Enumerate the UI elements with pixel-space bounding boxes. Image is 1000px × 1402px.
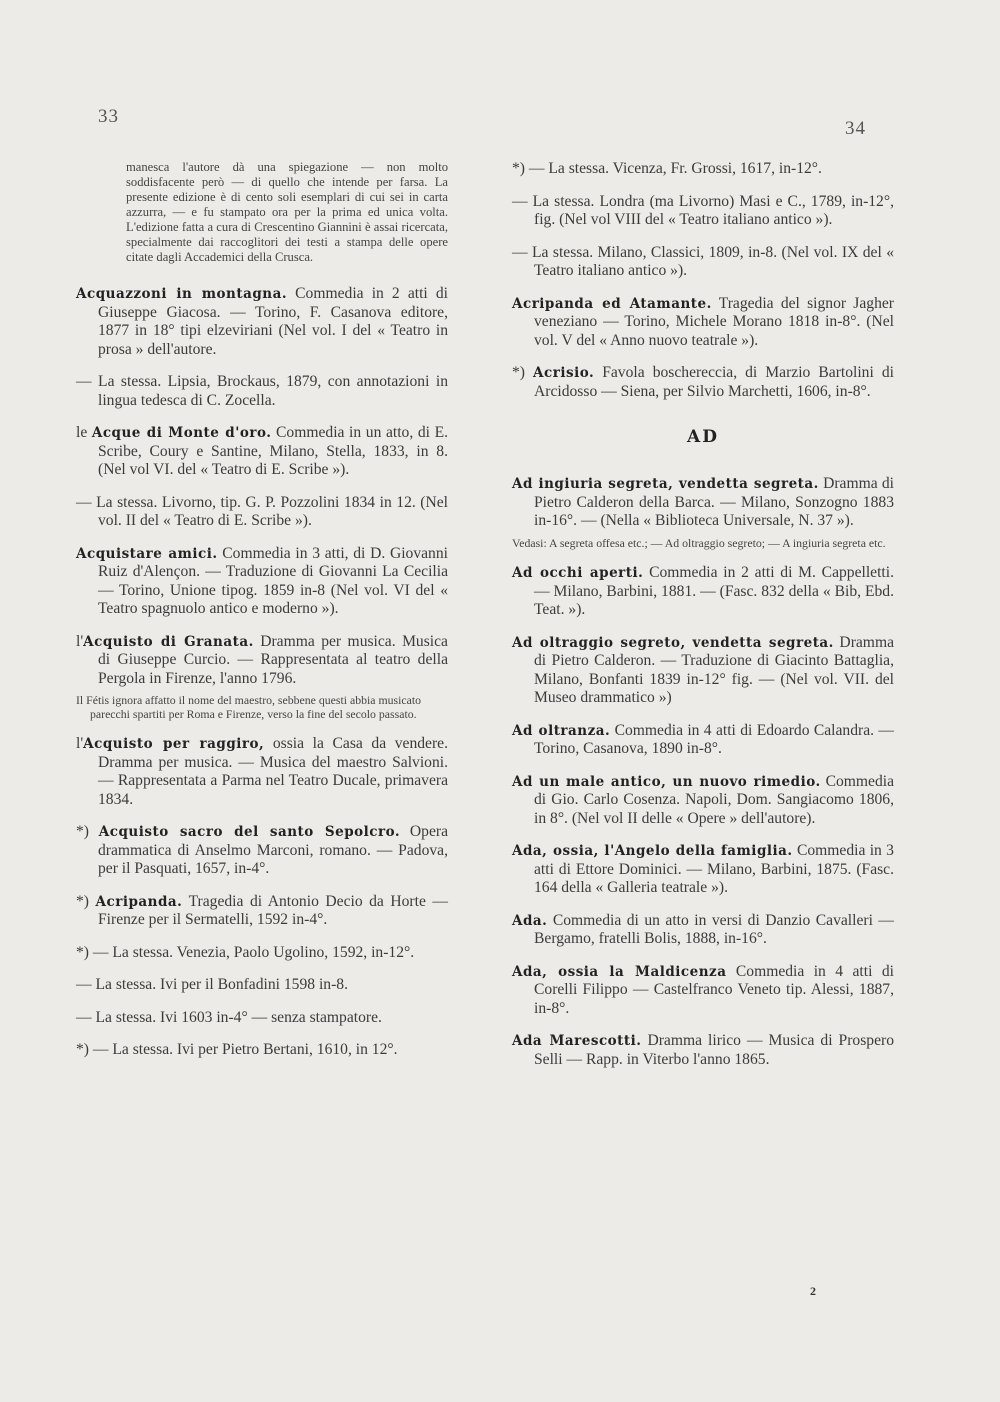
entry-prefix: *) — (512, 160, 549, 177)
bibliography-entry (76, 373, 448, 410)
bibliography-entry (76, 424, 448, 480)
entry-text: La stessa. Livorno, tip. G. P. Pozzolini 1834 in 12. (Nel vol. II del « Teatro di E. Scribe »). (96, 493, 448, 529)
bibliography-entry (76, 735, 448, 809)
section-heading: AD (687, 427, 719, 447)
entry-headword: Ad ingiuria segreta, vendetta segreta. (512, 476, 819, 492)
entry-headword: Ada Marescotti. (512, 1033, 642, 1049)
bibliography-entry (512, 295, 894, 351)
right-column (512, 160, 894, 1083)
bibliography-entry (76, 1041, 448, 1060)
entry-text: Commedia in 4 atti di Corelli Filippo — Castelfranco Veneto tip. Alessi, 1887, in-8°. (534, 962, 894, 1017)
left-entries-continued (76, 735, 448, 1060)
entry-text: La stessa. Ivi per Pietro Bertani, 1610, in 12°. (112, 1041, 398, 1058)
left-entries (76, 285, 448, 688)
entry-headword: Acquazzoni in montagna. (76, 286, 288, 302)
entry-headword: Acquisto sacro del santo Sepolcro. (98, 824, 401, 840)
entry-text: Favola boschereccia, di Marzio Bartolini di Arcidosso — Siena, per Silvio Marchetti, 1606, in-8°. (534, 364, 894, 400)
entry-prefix: — (76, 976, 96, 993)
entry-headword: Acripanda ed Atamante. (512, 295, 712, 312)
bibliography-entry (512, 773, 894, 829)
left-column (76, 160, 448, 1074)
entry-headword: Acripanda. (95, 893, 183, 910)
entry-prefix: — (76, 1008, 96, 1026)
entry-headword: Ada, ossia la Maldicenza (512, 963, 727, 980)
signature-mark: 2 (810, 1284, 816, 1298)
entry-text: Dramma per musica. Musica di Giuseppe Curcio. — Rappresentata al teatro della Pergola in Firenze, l'anno 1796. (98, 632, 448, 687)
bibliography-entry (76, 545, 448, 619)
entry-text: La stessa. Ivi per il Bonfadini 1598 in-8. (95, 976, 348, 993)
entry-headword: Acquistare amici. (76, 545, 218, 562)
entry-text: La stessa. Londra (ma Livorno) Masi e C., 1789, in-12°, fig. (Nel vol VIII del « Teatro italiano antico »). (532, 192, 894, 228)
bibliography-entry (512, 634, 894, 708)
entry-prefix: l' (76, 632, 84, 650)
bibliography-entry (512, 475, 894, 531)
entry-headword: Ad un male antico, un nuovo rimedio. (512, 773, 821, 790)
right-entries-ad (512, 475, 894, 531)
entry-headword: Ad occhi aperti. (512, 565, 644, 581)
entry-prefix: — (76, 373, 99, 390)
bibliography-entry (512, 722, 894, 759)
entry-prefix: l' (76, 735, 84, 752)
bibliography-entry (76, 285, 448, 359)
entry-text: Dramma di Pietro Calderon della Barca. — Milano, Sonzogno 1883 in-16°. — (Nella « Biblioteca Universale, N. 37 »). (534, 475, 894, 529)
bibliography-entry (512, 1032, 894, 1069)
entry-prefix: *) (76, 892, 96, 910)
footnote-left: Il Fétis ignora affatto il nome del maestro, sebbene questi abbia musicato parecchi spartiti per Roma e Firenze, verso la fine del secolo passato. (76, 693, 422, 721)
bibliography-entry (512, 364, 894, 401)
bibliography-entry (512, 193, 894, 230)
bibliography-entry (512, 842, 894, 898)
entry-prefix: — (512, 243, 533, 261)
entry-text: Commedia in 2 atti di M. Cappelletti. — Milano, Barbini, 1881. — (Fasc. 832 della « Bib, Ebd. Teat. »). (534, 564, 894, 618)
entry-headword: Acquisto per raggiro, (83, 736, 265, 752)
bibliography-entry (512, 912, 894, 949)
entry-headword: Acrisio. (533, 365, 595, 381)
entry-text: Commedia in 2 atti di Giuseppe Giacosa. — Torino, F. Casanova editore, 1877 in 18° tipi elzeviriani (Nel vol. I del « Teatro in prosa » dell'autore. (98, 285, 449, 358)
entry-text: La stessa. Milano, Classici, 1809, in-8. (Nel vol. IX del « Teatro italiano antico »). (532, 243, 894, 279)
right-entries (512, 160, 894, 401)
entry-text: Dramma di Pietro Calderon. — Traduzione di Giacinto Battaglia, Milano, Bonfanti 1839 in-12° fig. — (Nel vol. VII. del Museo drammatico ») (534, 633, 894, 706)
bibliography-entry (512, 963, 894, 1019)
page-number-left: 33 (98, 106, 119, 127)
entry-text: Commedia di un atto in versi di Danzio Cavalleri — Bergamo, fratelli Bolis, 1888, in-16°. (534, 911, 894, 947)
entry-text: Commedia in un atto, di E. Scribe, Coury e Santine, Milano, Stella, 1833, in 8. (Nel vol VI. del « Teatro di E. Scribe »). (98, 424, 448, 478)
entry-headword: Ada, ossia, l'Angelo della famiglia. (512, 843, 793, 859)
entry-prefix: *) (76, 823, 99, 840)
entry-prefix: — (512, 192, 533, 210)
footnote-right: Vedasi: A segreta offesa etc.; — Ad oltraggio segreto; — A ingiuria segreta etc. (512, 535, 886, 550)
entry-headword: Acquisto di Granata. (83, 633, 254, 650)
entry-text: La stessa. Venezia, Paolo Ugolino, 1592, in-12°. (112, 943, 415, 961)
page-number-right: 34 (845, 118, 866, 139)
entry-prefix: le (76, 424, 92, 441)
entry-prefix: — (76, 493, 97, 511)
entry-headword: Acque di Monte d'oro. (91, 425, 272, 441)
entry-text: Commedia in 4 atti di Edoardo Calandra. — Torino, Casanova, 1890 in-8°. (534, 721, 894, 757)
bibliography-entry (76, 1009, 448, 1028)
bibliography-entry (512, 160, 894, 179)
entry-prefix: *) — (76, 943, 113, 961)
bibliography-entry (512, 244, 894, 281)
entry-headword: Ada. (512, 912, 548, 929)
entry-headword: Ad oltranza. (512, 722, 611, 739)
bibliography-entry (76, 944, 448, 963)
entry-prefix: *) — (76, 1041, 113, 1058)
entry-text: Tragedia del signor Jagher veneziano — Torino, Michele Morano 1818 in-8°. (Nel vol. V del « Anno nuovo teatrale »). (534, 294, 894, 349)
entry-text: Opera drammatica di Anselmo Marconi, romano. — Padova, per il Pasquati, 1657, in-4°. (98, 823, 448, 877)
entry-text: ossia la Casa da vendere. Dramma per musica. — Musica del maestro Salvioni. — Rappresentata a Parma nel Teatro Ducale, primavera 1834. (98, 735, 448, 808)
entry-text: Commedia in 3 atti di Ettore Dominici. — Milano, Barbini, 1875. (Fasc. 164 della « Galleria teatrale »). (534, 842, 894, 896)
entry-text: Tragedia di Antonio Decio da Horte — Firenze per il Sermatelli, 1592 in-4°. (98, 892, 448, 928)
bibliography-entry (512, 564, 894, 620)
entry-text: Commedia di Gio. Carlo Cosenza. Napoli, Dom. Sangiacomo 1806, in 8°. (Nel vol II delle « Opere » dell'autore). (534, 772, 895, 827)
entry-text: Dramma lirico — Musica di Prospero Selli — Rapp. in Viterbo l'anno 1865. (534, 1032, 894, 1068)
entry-text: La stessa. Ivi 1603 in-4° — senza stampatore. (95, 1008, 382, 1026)
entry-prefix: *) (512, 364, 534, 381)
bibliography-entry (76, 494, 448, 531)
bibliography-entry (76, 893, 448, 930)
right-entries-continued (512, 564, 894, 1069)
entry-text: La stessa. Lipsia, Brockaus, 1879, con annotazioni in lingua tedesca di C. Zocella. (98, 373, 448, 409)
bibliography-entry (76, 976, 448, 995)
bibliography-entry (76, 633, 448, 689)
bibliography-entry (76, 823, 448, 879)
entry-text: La stessa. Vicenza, Fr. Grossi, 1617, in-12°. (548, 160, 822, 177)
intro-paragraph: manesca l'autore dà una spiegazione — non molto soddisfacente però — di quello che intende per farsa. La presente edizione è di cento soli esemplari di cui sei in carta azzurra, — e fu stampato ora per la prima ed unica volta. L'edizione fatta a cura di Crescentino Giannini è assai ricercata, specialmente dai raccoglitori dei testi a stampa delle opere citate dagli Accademici della Crusca. (126, 160, 448, 264)
entry-text: Commedia in 3 atti, di D. Giovanni Ruiz d'Alençon. — Traduzione di Giovanni La Cecilia — Torino, Unione tipog. 1859 in-8 (Nel vol. VI del « Teatro spagnuolo antico e moderno »). (98, 544, 448, 617)
entry-headword: Ad oltraggio segreto, vendetta segreta. (512, 634, 834, 651)
